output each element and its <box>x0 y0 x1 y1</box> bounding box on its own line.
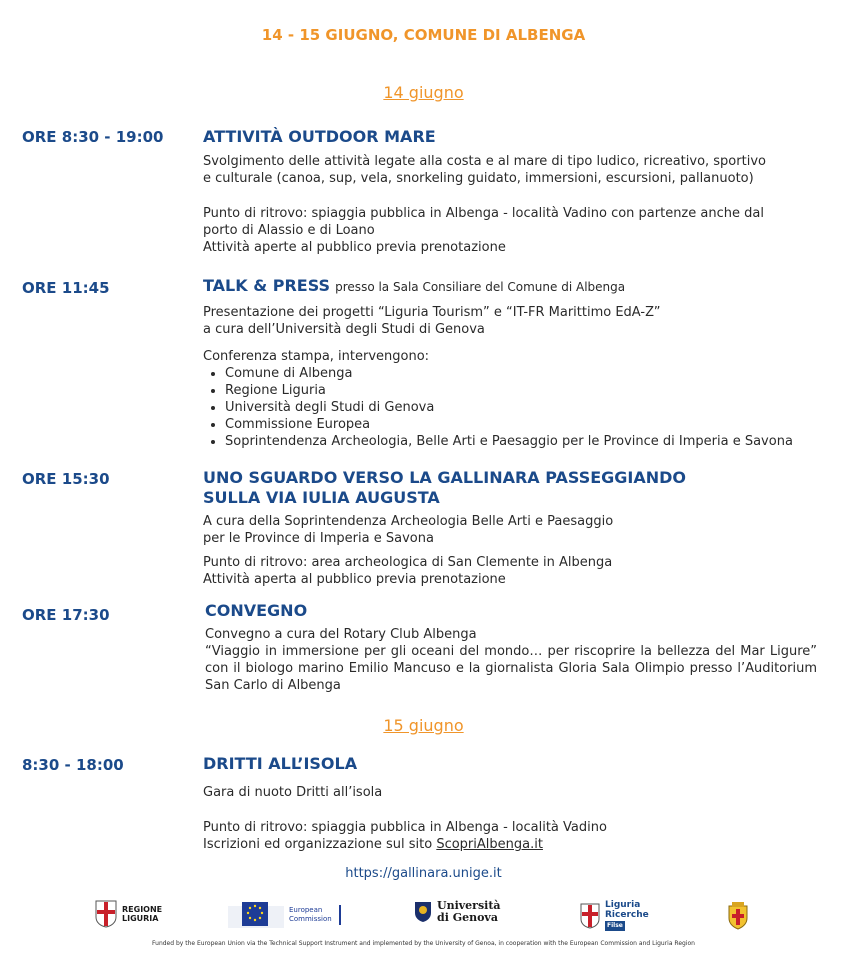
divider <box>339 905 341 925</box>
text-fragment: Iscrizioni ed organizzazione sul sito <box>203 837 437 852</box>
event-time: ORE 17:30 <box>22 606 110 624</box>
event-time: ORE 15:30 <box>22 470 110 488</box>
comune-albenga-logo <box>726 902 750 930</box>
eu-text <box>289 906 332 924</box>
text-line <box>203 836 607 853</box>
event-title: CONVEGNO <box>205 601 308 620</box>
event-title-row <box>203 276 625 296</box>
page-title: 14 - 15 GIUGNO, COMUNE DI ALBENGA <box>261 26 586 44</box>
text-line: Gara di nuoto Dritti all’isola <box>203 785 383 800</box>
list-item: • Commissione Europea <box>225 416 793 433</box>
logo-text: REGIONE <box>122 905 163 914</box>
logo-text: Filse <box>607 922 623 929</box>
event-description <box>203 153 766 187</box>
regione-shield-icon <box>95 900 117 928</box>
liguria-shield-icon <box>580 903 600 929</box>
website-link[interactable]: https://gallinara.unige.it <box>345 866 502 881</box>
logo-text: LIGURIA <box>122 914 159 923</box>
text-line: Svolgimento delle attività legate alla costa e al mare di tipo ludico, ricreativo, sportivo <box>203 154 766 169</box>
site-link[interactable]: ScopriAlbenga.it <box>436 837 543 852</box>
event-time: ORE 11:45 <box>22 279 110 297</box>
text-line: e culturale (canoa, sup, vela, snorkeling guidato, immersioni, escursioni, pallanuoto) <box>203 171 754 186</box>
text-line: per le Province di Imperia e Savona <box>203 531 434 546</box>
logo-text: di Genova <box>437 911 498 924</box>
event-time: ORE 8:30 - 19:00 <box>22 128 164 146</box>
text-line: a cura dell’Università degli Studi di Genova <box>203 322 485 337</box>
event-meeting-point <box>203 554 612 588</box>
press-conference <box>203 348 793 450</box>
text-paragraph: “Viaggio in immersione per gli oceani del mondo… per riscoprire la bellezza del Mar Ligure” con il biologo marino Emilio Mancuso e la giornalista Gloria Sala Olimpio presso l’Auditorium San Carlo di Albenga <box>205 644 817 693</box>
text-line: Attività aperte al pubblico previa prenotazione <box>203 240 506 255</box>
list-item: • Regione Liguria <box>225 382 793 399</box>
event-description <box>205 626 817 694</box>
text-line: Punto di ritrovo: area archeologica di San Clemente in Albenga <box>203 555 613 570</box>
text-line: Convegno a cura del Rotary Club Albenga <box>205 627 477 642</box>
day-heading-14: 14 giugno <box>383 83 464 102</box>
albenga-crest-icon <box>726 902 750 930</box>
european-commission-logo <box>228 900 341 930</box>
text-line: Conferenza stampa, intervengono: <box>203 349 430 364</box>
text-line: Punto di ritrovo: spiaggia pubblica in Albenga - località Vadino con partenze anche dal <box>203 206 764 221</box>
title-line: SULLA VIA IULIA AUGUSTA <box>203 488 440 507</box>
event-time: 8:30 - 18:00 <box>22 756 124 774</box>
event-title <box>203 468 686 508</box>
text-line: Presentazione dei progetti “Liguria Tourism” e “IT-FR Marittimo EdA-Z” <box>203 305 661 320</box>
event-subtitle: presso la Sala Consiliare del Comune di Albenga <box>335 280 626 294</box>
event-title: DRITTI ALL’ISOLA <box>203 754 358 773</box>
liguria-ricerche-text <box>605 900 649 931</box>
day-heading-15: 15 giugno <box>383 716 464 735</box>
text-line: Punto di ritrovo: spiaggia pubblica in Albenga - località Vadino <box>203 820 607 835</box>
list-item: • Soprintendenza Archeologia, Belle Arti e Paesaggio per le Province di Imperia e Savona <box>225 433 793 450</box>
logo-text: Università <box>437 899 501 912</box>
unige-crest-icon <box>414 901 432 923</box>
event-meeting-point <box>203 819 607 853</box>
eu-flag-icon <box>228 900 284 930</box>
logo-text: Ricerche <box>605 910 649 920</box>
unige-text <box>437 900 501 924</box>
event-title: ATTIVITÀ OUTDOOR MARE <box>203 127 436 146</box>
event-meeting-point <box>203 205 764 256</box>
list-item: • Comune di Albenga <box>225 365 793 382</box>
logo-text: European <box>289 906 323 914</box>
event-description <box>203 513 613 547</box>
regione-text <box>122 905 162 923</box>
speaker-list <box>203 365 793 450</box>
text-line: A cura della Soprintendenza Archeologia Belle Arti e Paesaggio <box>203 514 614 529</box>
regione-liguria-logo <box>95 900 162 928</box>
text-line: porto di Alassio e di Loano <box>203 223 375 238</box>
title-line: UNO SGUARDO VERSO LA GALLINARA PASSEGGIANDO <box>203 468 687 487</box>
logo-text: Commission <box>289 915 332 923</box>
event-description <box>203 784 382 801</box>
unige-logo <box>414 900 501 924</box>
event-title: TALK & PRESS <box>203 276 331 295</box>
liguria-ricerche-logo <box>580 900 649 931</box>
event-description <box>203 304 661 338</box>
logo-text: Liguria <box>605 900 641 910</box>
text-line: Attività aperta al pubblico previa prenotazione <box>203 572 506 587</box>
logo-bar <box>0 898 847 940</box>
list-item: • Università degli Studi di Genova <box>225 399 793 416</box>
funding-note: Funded by the European Union via the Technical Support Instrument and implemented by the University of Genoa, in cooperation with the European Commission and Liguria Region <box>152 940 695 947</box>
